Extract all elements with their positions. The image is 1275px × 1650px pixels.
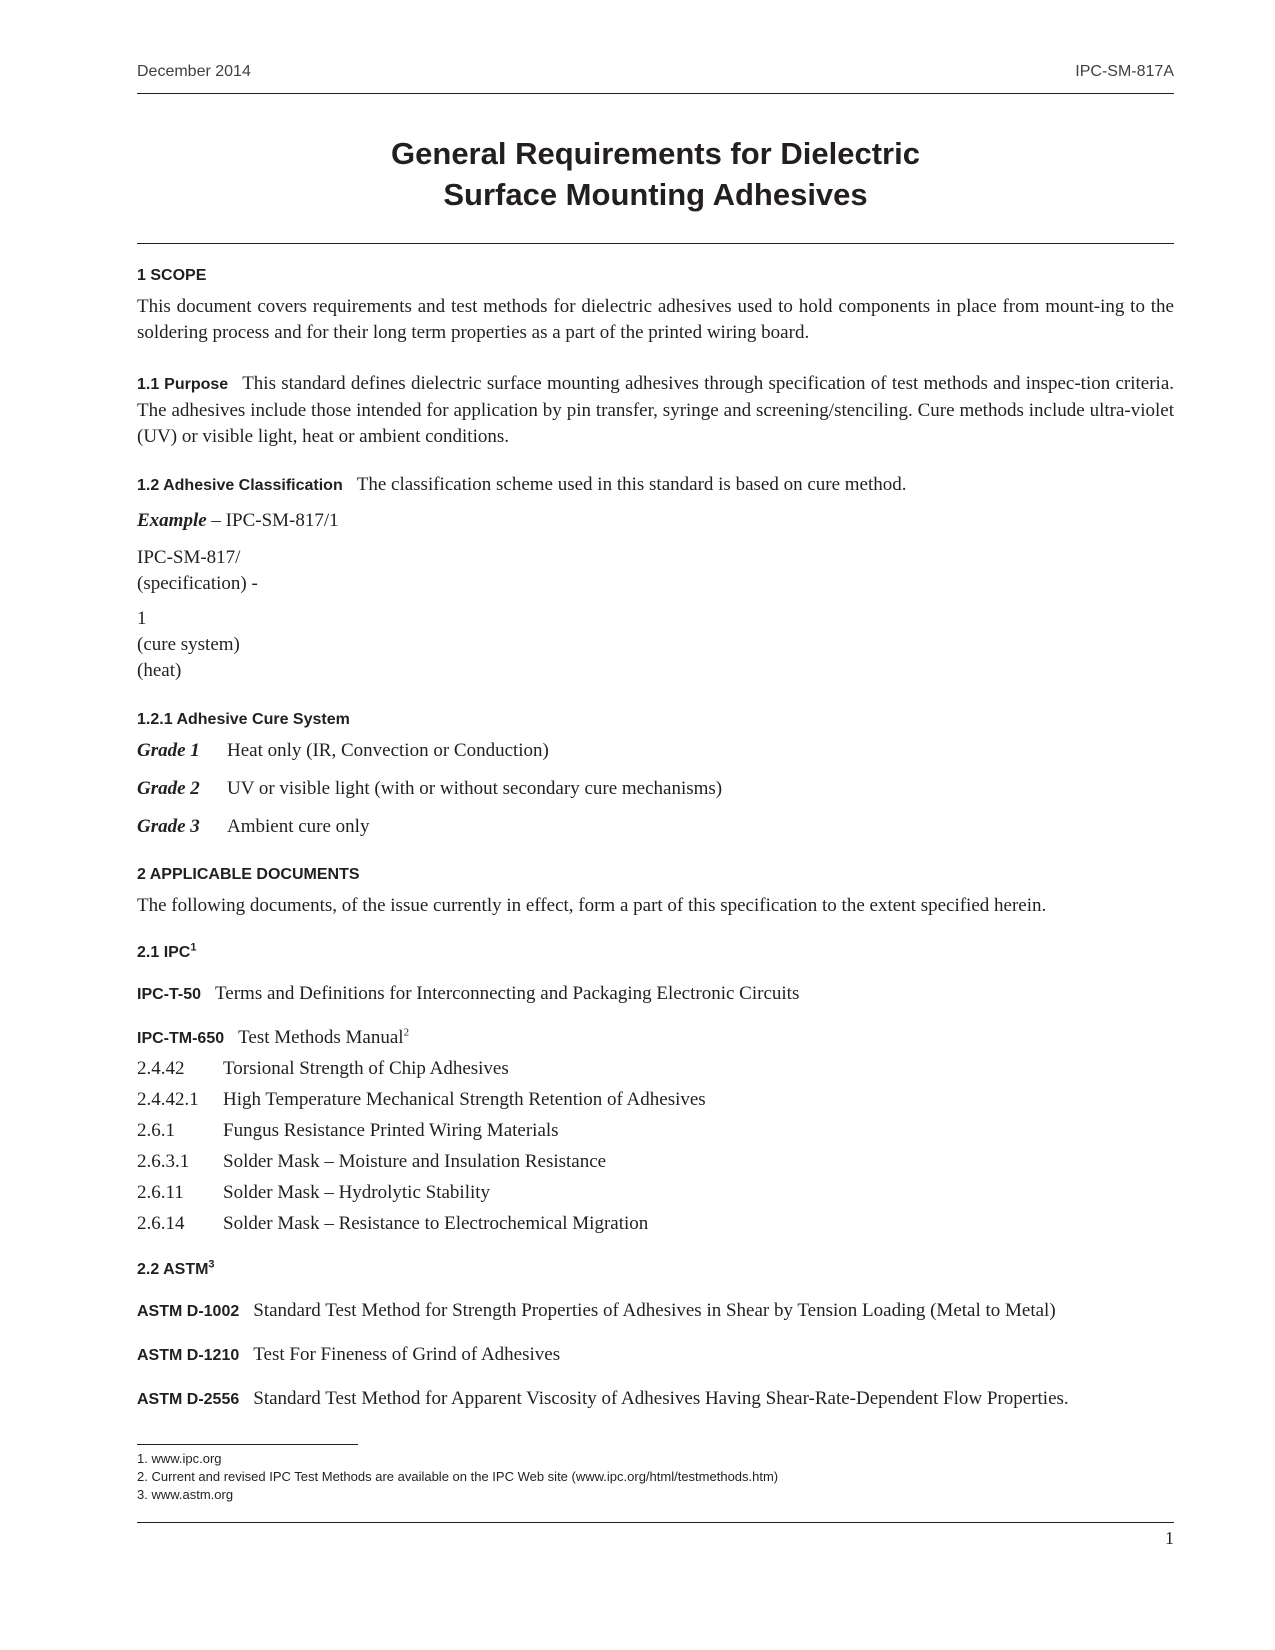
ipc-heading-footnote-ref: 1: [190, 941, 197, 954]
test-method-title: Solder Mask – Moisture and Insulation Resistance: [223, 1151, 607, 1172]
purpose-text: This standard defines dielectric surface mounting adhesives through specification of test methods and inspec-tion criteria. The adhesives include those intended for application by pin transfer, syringe and screening/stenciling. Cure methods include ultra-violet (UV) or visible light, heat or ambient conditions.: [137, 373, 1175, 447]
ipc-heading: [137, 941, 197, 962]
footnote-rule: [137, 1444, 358, 1445]
classification-paragraph: [137, 472, 1174, 499]
page-title: [137, 133, 1174, 215]
astm-entry: [137, 1386, 1174, 1413]
grade-row: [137, 738, 1174, 764]
astm-text: Standard Test Method for Strength Properties of Adhesives in Shear by Tension Loading (Metal to Metal): [253, 1300, 1056, 1321]
test-method-row: [137, 1149, 606, 1175]
astm-heading: [137, 1258, 215, 1279]
classification-text: The classification scheme used in this standard is based on cure method.: [356, 474, 907, 495]
grade-text: Ambient cure only: [227, 816, 370, 837]
applicable-text: The following documents, of the issue currently in effect, form a part of this specification to the extent specified herein.: [137, 895, 1047, 916]
test-method-row: [137, 1180, 490, 1206]
ipc-tm650-footnote-ref: 2: [403, 1026, 410, 1039]
classification-heading: 1.2 Adhesive Classification: [137, 477, 343, 494]
footnote: 1. www.ipc.org: [137, 1451, 222, 1466]
grade-text: Heat only (IR, Convection or Conduction): [227, 740, 549, 761]
grade-label: Grade 1: [137, 740, 200, 761]
astm-code: ASTM D-2556: [137, 1391, 240, 1408]
footnote: 2. Current and revised IPC Test Methods are available on the IPC Web site (www.ipc.org/html/testmethods.htm): [137, 1469, 779, 1484]
ipc-t50-entry: [137, 981, 1174, 1008]
ipc-tm650-text: Test Methods Manual: [238, 1027, 404, 1048]
ipc-t50-text: Terms and Definitions for Interconnecting and Packaging Electronic Circuits: [215, 983, 800, 1004]
page-number: 1: [1165, 1528, 1174, 1548]
astm-heading-text: 2.2 ASTM: [137, 1261, 209, 1278]
ipc-tm650-entry: [137, 1025, 1174, 1052]
scope-text: This document covers requirements and test methods for dielectric adhesives used to hold components in place from mount-ing to the soldering process and for their long term properties as a part of the printed wiring board.: [137, 296, 1174, 343]
spec-block: [137, 545, 1174, 597]
test-method-number: 2.6.11: [137, 1182, 184, 1203]
title-line-1: General Requirements for Dielectric: [391, 136, 920, 171]
header-date: December 2014: [137, 63, 251, 80]
running-header: [137, 63, 1174, 85]
test-method-number: 2.6.3.1: [137, 1151, 190, 1172]
cure-line-1: 1: [137, 608, 147, 629]
test-method-number: 2.6.14: [137, 1213, 185, 1234]
astm-code: ASTM D-1002: [137, 1303, 240, 1320]
test-method-title: High Temperature Mechanical Strength Retention of Adhesives: [223, 1089, 706, 1110]
header-doc-id: IPC-SM-817A: [1075, 63, 1174, 80]
spec-line-2: (specification) -: [137, 573, 258, 594]
purpose-heading: 1.1 Purpose: [137, 376, 229, 393]
grade-row: [137, 776, 1174, 802]
purpose-paragraph: [137, 371, 1174, 450]
cure-block: [137, 606, 1174, 684]
test-method-title: Solder Mask – Resistance to Electrochemical Migration: [223, 1213, 649, 1234]
ipc-tm650-code: IPC-TM-650: [137, 1030, 225, 1047]
grade-label: Grade 3: [137, 816, 200, 837]
astm-heading-footnote-ref: 3: [208, 1258, 215, 1271]
title-rule: [137, 243, 1174, 244]
astm-text: Test For Fineness of Grind of Adhesives: [253, 1344, 561, 1365]
test-method-row: [137, 1211, 648, 1237]
classification-example: [137, 508, 1174, 534]
test-method-row: [137, 1056, 509, 1082]
grade-row: [137, 814, 1174, 840]
header-rule: [137, 93, 1174, 94]
cure-system-heading: 1.2.1 Adhesive Cure System: [137, 711, 350, 728]
ipc-t50-code: IPC-T-50: [137, 986, 202, 1003]
cure-line-3: (heat): [137, 660, 182, 681]
applicable-heading: 2 APPLICABLE DOCUMENTS: [137, 866, 360, 883]
test-method-title: Fungus Resistance Printed Wiring Materials: [223, 1120, 559, 1141]
test-method-number: 2.6.1: [137, 1120, 175, 1141]
test-method-row: [137, 1118, 559, 1144]
astm-entry: [137, 1342, 1174, 1369]
ipc-heading-text: 2.1 IPC: [137, 944, 191, 961]
title-line-2: Surface Mounting Adhesives: [443, 177, 868, 212]
grade-text: UV or visible light (with or without secondary cure mechanisms): [227, 778, 723, 799]
grade-label: Grade 2: [137, 778, 200, 799]
footnote-list: [137, 1450, 778, 1504]
test-method-title: Solder Mask – Hydrolytic Stability: [223, 1182, 491, 1203]
footnote: 3. www.astm.org: [137, 1487, 234, 1502]
test-method-row: [137, 1087, 706, 1113]
astm-entry: [137, 1298, 1174, 1325]
test-method-number: 2.4.42: [137, 1058, 185, 1079]
example-text: – IPC-SM-817/1: [211, 510, 339, 531]
astm-text: Standard Test Method for Apparent Viscosity of Adhesives Having Shear-Rate-Dependent Flow Properties.: [253, 1388, 1069, 1409]
footer-rule: [137, 1522, 1174, 1523]
scope-heading: 1 SCOPE: [137, 267, 207, 284]
test-method-title: Torsional Strength of Chip Adhesives: [223, 1058, 509, 1079]
cure-line-2: (cure system): [137, 634, 240, 655]
test-method-number: 2.4.42.1: [137, 1089, 199, 1110]
astm-code: ASTM D-1210: [137, 1347, 240, 1364]
spec-line-1: IPC-SM-817/: [137, 547, 241, 568]
example-label: Example: [137, 510, 207, 531]
document-page: [137, 0, 1174, 1650]
